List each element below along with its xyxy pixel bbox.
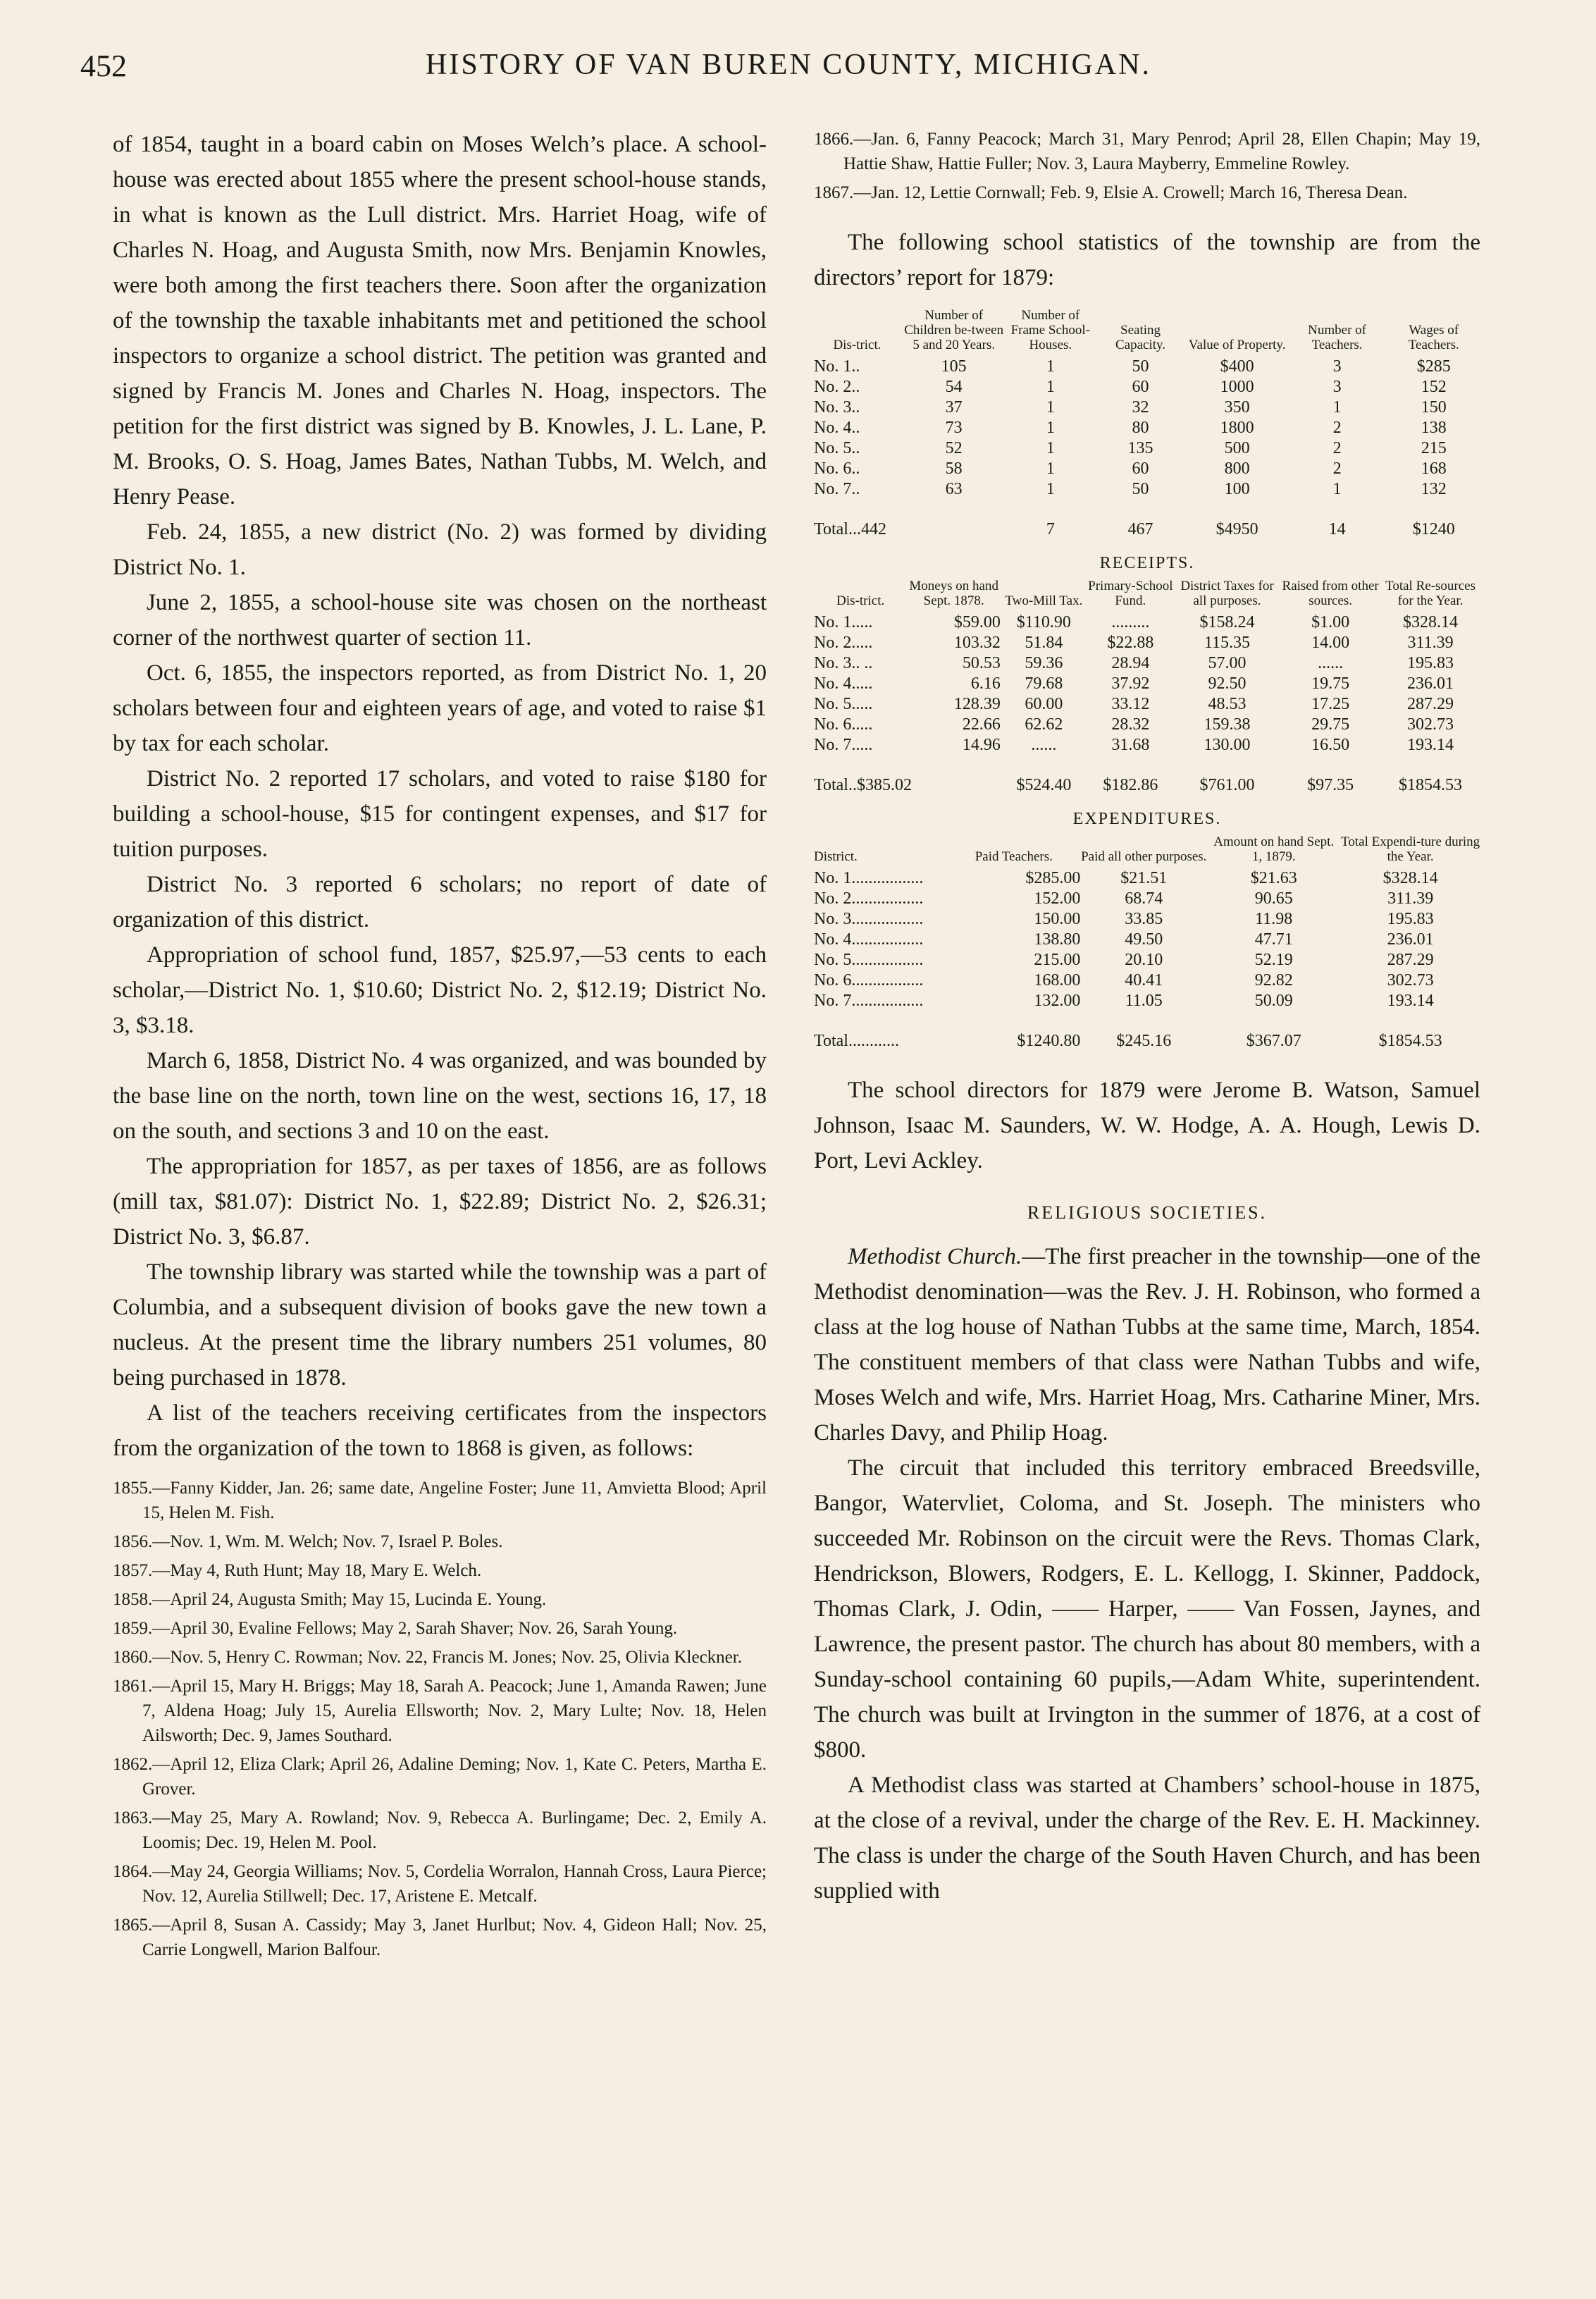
table-cell: 68.74 <box>1125 889 1163 908</box>
table-cell: 2 <box>1332 419 1342 437</box>
table-cell: 60 <box>1132 460 1149 478</box>
table-cell: 37 <box>945 398 963 417</box>
column-header: Seating Capacity. <box>1115 323 1166 352</box>
table-cell: 54 <box>945 378 963 396</box>
table-cell: 50.53 <box>962 654 1001 672</box>
table-cell: 168.00 <box>1034 971 1081 990</box>
table-cell: No. 5.. <box>814 439 860 457</box>
table-cell: No. 4................. <box>814 930 924 949</box>
methodist-text: —The first preacher in the township—one of the Methodist denomination—was the Rev. J. H. Robinson, who formed a class at the log house of Nathan Tubbs at the same time, March, 1854. The constituent members of that class were Nathan Tubbs and wife, Moses Welch and wife, Mrs. Harriet Hoag, Mrs. Catharine Miner, Mrs. Charles Davy, and Philip Hoag. <box>814 1244 1480 1446</box>
table-cell: 16.50 <box>1311 736 1350 754</box>
table-cell: 302.73 <box>1387 971 1434 990</box>
table-cell: 100 <box>1224 480 1250 498</box>
table-row <box>814 970 1480 991</box>
teacher-entry: 1861.—April 15, Mary H. Briggs; May 18, Sarah A. Peacock; June 1, Amanda Rawen; June 7, Aldena Hoag; July 15, Aurelia Ellsworth; Nov. 2, Mary Lulte; Nov. 18, Helen Ailsworth; Dec. 9, James Southard. <box>113 1677 767 1745</box>
table-cell: 150 <box>1421 398 1447 417</box>
table-cell: 80 <box>1132 419 1149 437</box>
paragraph: of 1854, taught in a board cabin on Moses Welch’s place. A school-house was erected about 1855 where the present school-house stands, in what is known as the Lull district. Mrs. Harriet Hoag, wife of Charles N. Hoag, and Augusta Smith, now Mrs. Benjamin Knowles, were both among the first teachers there. Soon after the organization of the township the taxable inhabitants met and petitioned the school inspectors to organize a school district. The petition was granted and signed by Francis M. Jones and Charles N. Hoag, inspectors. The petition for the first district was signed by B. Knowles, J. L. Lane, P. M. Brooks, O. S. Hoag, James Bates, Nathan Tubbs, M. Welch, and Henry Pease. <box>113 132 767 510</box>
column-header: Two-Mill Tax. <box>1005 593 1083 608</box>
table-cell: $245.16 <box>1116 1032 1172 1050</box>
table-cell: $21.51 <box>1120 869 1168 887</box>
table-cell: 20.10 <box>1125 951 1163 969</box>
table-cell: Total..$385.02 <box>814 776 912 794</box>
column-header: Amount on hand Sept. 1, 1879. <box>1213 834 1335 864</box>
table-cell: 168 <box>1421 460 1447 478</box>
paragraph: A Methodist class was started at Chambers’ school-house in 1875, at the close of a revival, under the charge of the Rev. E. H. Mackinney. The class is under the charge of the South Haven Church, and has been supplied with <box>814 1773 1480 1904</box>
left-column <box>113 127 767 1966</box>
table-cell: 52.19 <box>1254 951 1293 969</box>
table-cell: No. 1................. <box>814 869 924 887</box>
table-cell: No. 2..... <box>814 634 873 652</box>
table-row <box>814 674 1480 694</box>
table-cell: 1000 <box>1220 378 1254 396</box>
column-header: Number of Frame School-Houses. <box>1010 308 1091 352</box>
teacher-entry: 1864.—May 24, Georgia Williams; Nov. 5, Cordelia Worralon, Hannah Cross, Laura Pierce; Nov. 12, Aurelia Stillwell; Dec. 17, Aristene E. Metcalf. <box>113 1862 767 1906</box>
table-cell: No. 5................. <box>814 951 924 969</box>
table-cell: $110.90 <box>1016 613 1071 631</box>
table-cell: No. 3................. <box>814 910 924 928</box>
table-row <box>814 653 1480 674</box>
table-cell: 103.32 <box>953 634 1001 652</box>
table-cell: 195.83 <box>1387 910 1434 928</box>
table-cell: 130.00 <box>1204 736 1251 754</box>
table-cell: 11.05 <box>1125 992 1163 1010</box>
table-cell: $328.14 <box>1403 613 1459 631</box>
page-header <box>80 48 1497 90</box>
table-cell: $367.07 <box>1246 1032 1301 1050</box>
table-cell: 350 <box>1224 398 1250 417</box>
teacher-entry: 1859.—April 30, Evaline Fellows; May 2, Sarah Shaver; Nov. 26, Sarah Young. <box>113 1619 678 1638</box>
table-cell: 50 <box>1132 480 1149 498</box>
teacher-entry: 1860.—Nov. 5, Henry C. Rowman; Nov. 22, Francis M. Jones; Nov. 25, Olivia Kleckner. <box>113 1648 742 1667</box>
table-cell: 128.39 <box>953 695 1001 713</box>
table-cell: 236.01 <box>1407 674 1454 693</box>
paragraph: The circuit that included this territory embraced Breedsville, Bangor, Watervliet, Coloma, and St. Joseph. The ministers who succeeded Mr. Robinson on the circuit were the Revs. Thomas Clark, Hendrickson, Blowers, Rodgers, E. L. Kellogg, I. Skinner, Paddock, Thomas Clark, J. Odin, —— Harper, —— Van Fossen, Jaynes, and Lawrence, the present pastor. The church has about 80 members, with a Sunday-school containing 60 pupils,—Adam White, superintendent. The church was built at Irvington in the summer of 1876, at a cost of $800. <box>814 1455 1480 1763</box>
table-cell: 138 <box>1421 419 1447 437</box>
table-cell: 3 <box>1332 378 1342 396</box>
table-cell: 79.68 <box>1025 674 1063 693</box>
teacher-list <box>113 1476 767 1962</box>
table-row <box>814 909 1480 930</box>
table-cell: 1 <box>1332 398 1342 417</box>
table-total-row <box>814 500 1480 540</box>
table-cell: No. 7................. <box>814 992 924 1010</box>
table-cell: ...... <box>1031 736 1057 754</box>
table-cell: Total............ <box>814 1032 899 1050</box>
table-cell: 215.00 <box>1034 951 1081 969</box>
teacher-entry: 1866.—Jan. 6, Fanny Peacock; March 31, Mary Penrod; April 28, Ellen Chapin; May 19, Hattie Shaw, Hattie Fuller; Nov. 3, Laura Mayberry, Emmeline Rowley. <box>814 130 1480 173</box>
teacher-entry: 1855.—Fanny Kidder, Jan. 26; same date, Angeline Foster; June 11, Amvietta Blood; April 15, Helen M. Fish. <box>113 1479 767 1522</box>
school-statistics-table <box>814 308 1480 540</box>
expenditures-table <box>814 834 1480 1052</box>
table-cell: 159.38 <box>1204 715 1251 734</box>
table-cell: 1 <box>1046 357 1055 376</box>
table-cell: No. 3.. .. <box>814 654 873 672</box>
table-header-row <box>814 308 1480 357</box>
paragraph: District No. 2 reported 17 scholars, and voted to raise $180 for building a school-house, $15 for contingent expenses, and $17 for tuition purposes. <box>113 766 767 862</box>
table-cell: 7 <box>1046 520 1055 538</box>
column-header: Paid Teachers. <box>975 849 1053 864</box>
table-cell: No. 1.. <box>814 357 860 376</box>
directors-paragraph: The school directors for 1879 were Jerome B. Watson, Samuel Johnson, Isaac M. Saunders, W. W. Hodge, A. A. Hough, Lewis D. Port, Levi Ackley. <box>814 1078 1480 1173</box>
table-cell: 287.29 <box>1407 695 1454 713</box>
column-header: Number of Children be-tween 5 and 20 Years. <box>904 308 1004 352</box>
table-cell: 150.00 <box>1034 910 1081 928</box>
table-cell: 215 <box>1421 439 1447 457</box>
table-cell: 1 <box>1332 480 1342 498</box>
table-cell: 1 <box>1046 378 1055 396</box>
table-cell: 467 <box>1127 520 1153 538</box>
table-cell: 28.32 <box>1111 715 1150 734</box>
table-cell: No. 4.. <box>814 419 860 437</box>
table-cell: 1 <box>1046 419 1055 437</box>
paragraph: District No. 3 reported 6 scholars; no report of date of organization of this district. <box>113 872 767 932</box>
table-row <box>814 715 1480 735</box>
column-header: Paid all other purposes. <box>1081 849 1207 864</box>
table-cell: $400 <box>1220 357 1254 376</box>
paragraph: The township library was started while the township was a part of Columbia, and a subsequent division of books gave the new town a nucleus. At the present time the library numbers 251 volumes, 80 being purchased in 1878. <box>113 1259 767 1391</box>
table-cell: $1.00 <box>1311 613 1350 631</box>
column-header: District. <box>814 849 858 864</box>
table-cell: 1800 <box>1220 419 1254 437</box>
table-cell: 14 <box>1328 520 1346 538</box>
table-cell: 193.14 <box>1407 736 1454 754</box>
table-cell: 6.16 <box>970 674 1001 693</box>
table-row <box>814 418 1480 438</box>
paragraph: June 2, 1855, a school-house site was chosen on the northeast corner of the northwest quarter of section 11. <box>113 590 767 651</box>
receipts-table <box>814 579 1480 796</box>
table-cell: $285.00 <box>1025 869 1081 887</box>
table-cell: 1 <box>1046 439 1055 457</box>
table-row <box>814 930 1480 950</box>
table-cell: No. 2.. <box>814 378 860 396</box>
column-header: District Taxes for all purposes. <box>1180 579 1274 608</box>
table-cell: 22.66 <box>962 715 1001 734</box>
table-cell: 31.68 <box>1111 736 1150 754</box>
table-cell: 152 <box>1421 378 1447 396</box>
table-cell: 48.53 <box>1208 695 1247 713</box>
table-cell: 138.80 <box>1034 930 1081 949</box>
table-cell: 40.41 <box>1125 971 1163 990</box>
right-column <box>814 127 1480 1909</box>
table-cell: No. 7.. <box>814 480 860 498</box>
running-title: HISTORY OF VAN BUREN COUNTY, MICHIGAN. <box>426 49 1151 81</box>
table-cell: 92.82 <box>1254 971 1293 990</box>
table-cell: 105 <box>941 357 967 376</box>
table-cell: 33.12 <box>1111 695 1150 713</box>
table-cell: 50.09 <box>1254 992 1293 1010</box>
table-row <box>814 459 1480 479</box>
table-row <box>814 612 1480 633</box>
teacher-entry: 1862.—April 12, Eliza Clark; April 26, Adaline Deming; Nov. 1, Kate C. Peters, Martha E. Grover. <box>113 1755 767 1799</box>
table-cell: 135 <box>1127 439 1153 457</box>
teacher-entry: 1857.—May 4, Ruth Hunt; May 18, Mary E. Welch. <box>113 1561 482 1580</box>
table-cell: 1 <box>1046 398 1055 417</box>
table-cell: 62.62 <box>1025 715 1063 734</box>
table-cell: No. 2................. <box>814 889 924 908</box>
table-cell: 47.71 <box>1254 930 1293 949</box>
table-cell: 14.96 <box>962 736 1001 754</box>
column-header: Dis-trict. <box>836 593 885 608</box>
table-row <box>814 950 1480 970</box>
table-cell: 60 <box>1132 378 1149 396</box>
column-header: Raised from other sources. <box>1282 579 1379 608</box>
page-number: 452 <box>80 49 127 83</box>
table-cell: 132 <box>1421 480 1447 498</box>
teacher-entry: 1858.—April 24, Augusta Smith; May 15, Lucinda E. Young. <box>113 1590 547 1609</box>
table-cell: 2 <box>1332 439 1342 457</box>
table-cell: 115.35 <box>1204 634 1251 652</box>
table-cell: 58 <box>945 460 963 478</box>
receipts-heading: RECEIPTS. <box>1099 554 1195 572</box>
column-header: Total Re-sources for the Year. <box>1385 579 1476 608</box>
table-cell: No. 7..... <box>814 736 873 754</box>
table-header-row <box>814 579 1480 612</box>
table-cell: No. 6................. <box>814 971 924 990</box>
stats-intro: The following school statistics of the township are from the directors’ report for 1879: <box>814 230 1480 290</box>
table-cell: $59.00 <box>953 613 1001 631</box>
column-header: Dis-trict. <box>833 338 881 352</box>
table-cell: 52 <box>945 439 963 457</box>
paragraph: March 6, 1858, District No. 4 was organized, and was bounded by the base line on the north, town line on the west, sections 16, 17, 18 on the south, and sections 3 and 10 on the east. <box>113 1048 767 1144</box>
column-header: Moneys on hand Sept. 1878. <box>909 579 998 608</box>
table-cell: No. 3.. <box>814 398 860 417</box>
table-cell: 2 <box>1332 460 1342 478</box>
table-cell: 37.92 <box>1111 674 1150 693</box>
table-cell: $21.63 <box>1250 869 1297 887</box>
table-cell: 51.84 <box>1025 634 1063 652</box>
table-cell: 287.29 <box>1387 951 1434 969</box>
table-cell: 302.73 <box>1407 715 1454 734</box>
table-row <box>814 438 1480 459</box>
table-cell: 63 <box>945 480 963 498</box>
table-cell: $761.00 <box>1199 776 1255 794</box>
teacher-entry: 1867.—Jan. 12, Lettie Cornwall; Feb. 9, Elsie A. Crowell; March 16, Theresa Dean. <box>814 183 1408 202</box>
table-cell: 193.14 <box>1387 992 1434 1010</box>
table-cell: 59.36 <box>1025 654 1063 672</box>
column-header: Number of Teachers. <box>1308 323 1366 352</box>
column-header: Primary-School Fund. <box>1088 579 1173 608</box>
table-cell: 17.25 <box>1311 695 1350 713</box>
table-cell: $328.14 <box>1382 869 1438 887</box>
table-cell: 60.00 <box>1025 695 1063 713</box>
column-header: Wages of Teachers. <box>1408 323 1459 352</box>
table-cell: $158.24 <box>1199 613 1255 631</box>
table-cell: $285 <box>1416 357 1451 376</box>
methodist-church-label: Methodist Church. <box>848 1244 1022 1269</box>
table-cell: $22.88 <box>1107 634 1154 652</box>
table-row <box>814 694 1480 715</box>
table-row <box>814 479 1480 500</box>
table-cell: $524.40 <box>1016 776 1072 794</box>
table-cell: No. 5..... <box>814 695 873 713</box>
table-row <box>814 633 1480 653</box>
table-cell: 19.75 <box>1311 674 1350 693</box>
methodist-paragraph <box>814 1239 1480 1450</box>
table-header-row <box>814 834 1480 868</box>
table-cell: 1 <box>1046 480 1055 498</box>
paragraph: The appropriation for 1857, as per taxes of 1856, are as follows (mill tax, $81.07): District No. 1, $22.89; District No. 2, $26.31; District No. 3, $6.87. <box>113 1154 767 1250</box>
table-total-row <box>814 1011 1480 1052</box>
table-cell: 311.39 <box>1387 889 1434 908</box>
table-cell: 800 <box>1224 460 1250 478</box>
table-cell: 29.75 <box>1311 715 1350 734</box>
table-cell: 32 <box>1132 398 1149 417</box>
table-cell: 49.50 <box>1125 930 1163 949</box>
column-header: Value of Property. <box>1188 338 1286 352</box>
table-cell: $1854.53 <box>1399 776 1463 794</box>
table-cell: No. 1..... <box>814 613 873 631</box>
table-cell: 28.94 <box>1111 654 1150 672</box>
table-cell: No. 6..... <box>814 715 873 734</box>
column-header: Total Expendi-ture during the Year. <box>1341 834 1480 864</box>
table-cell: 195.83 <box>1407 654 1454 672</box>
table-row <box>814 357 1480 377</box>
table-cell: 33.85 <box>1125 910 1163 928</box>
teacher-entry: 1865.—April 8, Susan A. Cassidy; May 3, Janet Hurlbut; Nov. 4, Gideon Hall; Nov. 25, Carrie Longwell, Marion Balfour. <box>113 1916 767 1959</box>
table-cell: 11.98 <box>1255 910 1293 928</box>
paragraph: Appropriation of school fund, 1857, $25.97,—53 cents to each scholar,—District No. 1, $10.60; District No. 2, $12.19; District No. 3, $3.18. <box>113 942 767 1038</box>
table-row <box>814 889 1480 909</box>
table-cell: 90.65 <box>1254 889 1293 908</box>
table-cell: ......... <box>1111 613 1150 631</box>
table-cell: $1240 <box>1412 520 1455 538</box>
table-cell: ...... <box>1318 654 1344 672</box>
table-row <box>814 735 1480 756</box>
teacher-entry: 1863.—May 25, Mary A. Rowland; Nov. 9, Rebecca A. Burlingame; Dec. 2, Emily A. Loomis; Dec. 19, Helen M. Pool. <box>113 1808 767 1852</box>
table-cell: Total...442 <box>814 520 886 538</box>
table-cell: 236.01 <box>1387 930 1434 949</box>
table-cell: $1240.80 <box>1017 1032 1081 1050</box>
table-cell: No. 4..... <box>814 674 873 693</box>
table-row <box>814 868 1480 889</box>
table-row <box>814 397 1480 418</box>
table-cell: 152.00 <box>1034 889 1081 908</box>
religious-societies-heading: RELIGIOUS SOCIETIES. <box>1027 1202 1268 1223</box>
table-cell: $1854.53 <box>1378 1032 1442 1050</box>
table-cell: 311.39 <box>1407 634 1454 652</box>
paragraph: Feb. 24, 1855, a new district (No. 2) was formed by dividing District No. 1. <box>113 519 767 580</box>
table-cell: 132.00 <box>1034 992 1081 1010</box>
paragraph: Oct. 6, 1855, the inspectors reported, as from District No. 1, 20 scholars between four and eighteen years of age, and voted to raise $1 by tax for each scholar. <box>113 660 767 756</box>
table-cell: 3 <box>1332 357 1342 376</box>
table-cell: 50 <box>1132 357 1149 376</box>
expenditures-heading: EXPENDITURES. <box>1072 810 1222 828</box>
table-total-row <box>814 756 1480 796</box>
table-cell: $97.35 <box>1307 776 1354 794</box>
table-cell: 92.50 <box>1208 674 1247 693</box>
table-cell: 14.00 <box>1311 634 1350 652</box>
table-cell: 57.00 <box>1208 654 1247 672</box>
table-cell: 500 <box>1224 439 1250 457</box>
table-row <box>814 991 1480 1011</box>
teacher-entry: 1856.—Nov. 1, Wm. M. Welch; Nov. 7, Israel P. Boles. <box>113 1532 503 1551</box>
table-row <box>814 377 1480 397</box>
table-cell: No. 6.. <box>814 460 860 478</box>
table-cell: $4950 <box>1215 520 1258 538</box>
table-cell: 1 <box>1046 460 1055 478</box>
table-cell: 73 <box>945 419 963 437</box>
table-cell: $182.86 <box>1103 776 1158 794</box>
paragraph: A list of the teachers receiving certificates from the inspectors from the organization of the town to 1868 is given, as follows: <box>113 1400 767 1461</box>
